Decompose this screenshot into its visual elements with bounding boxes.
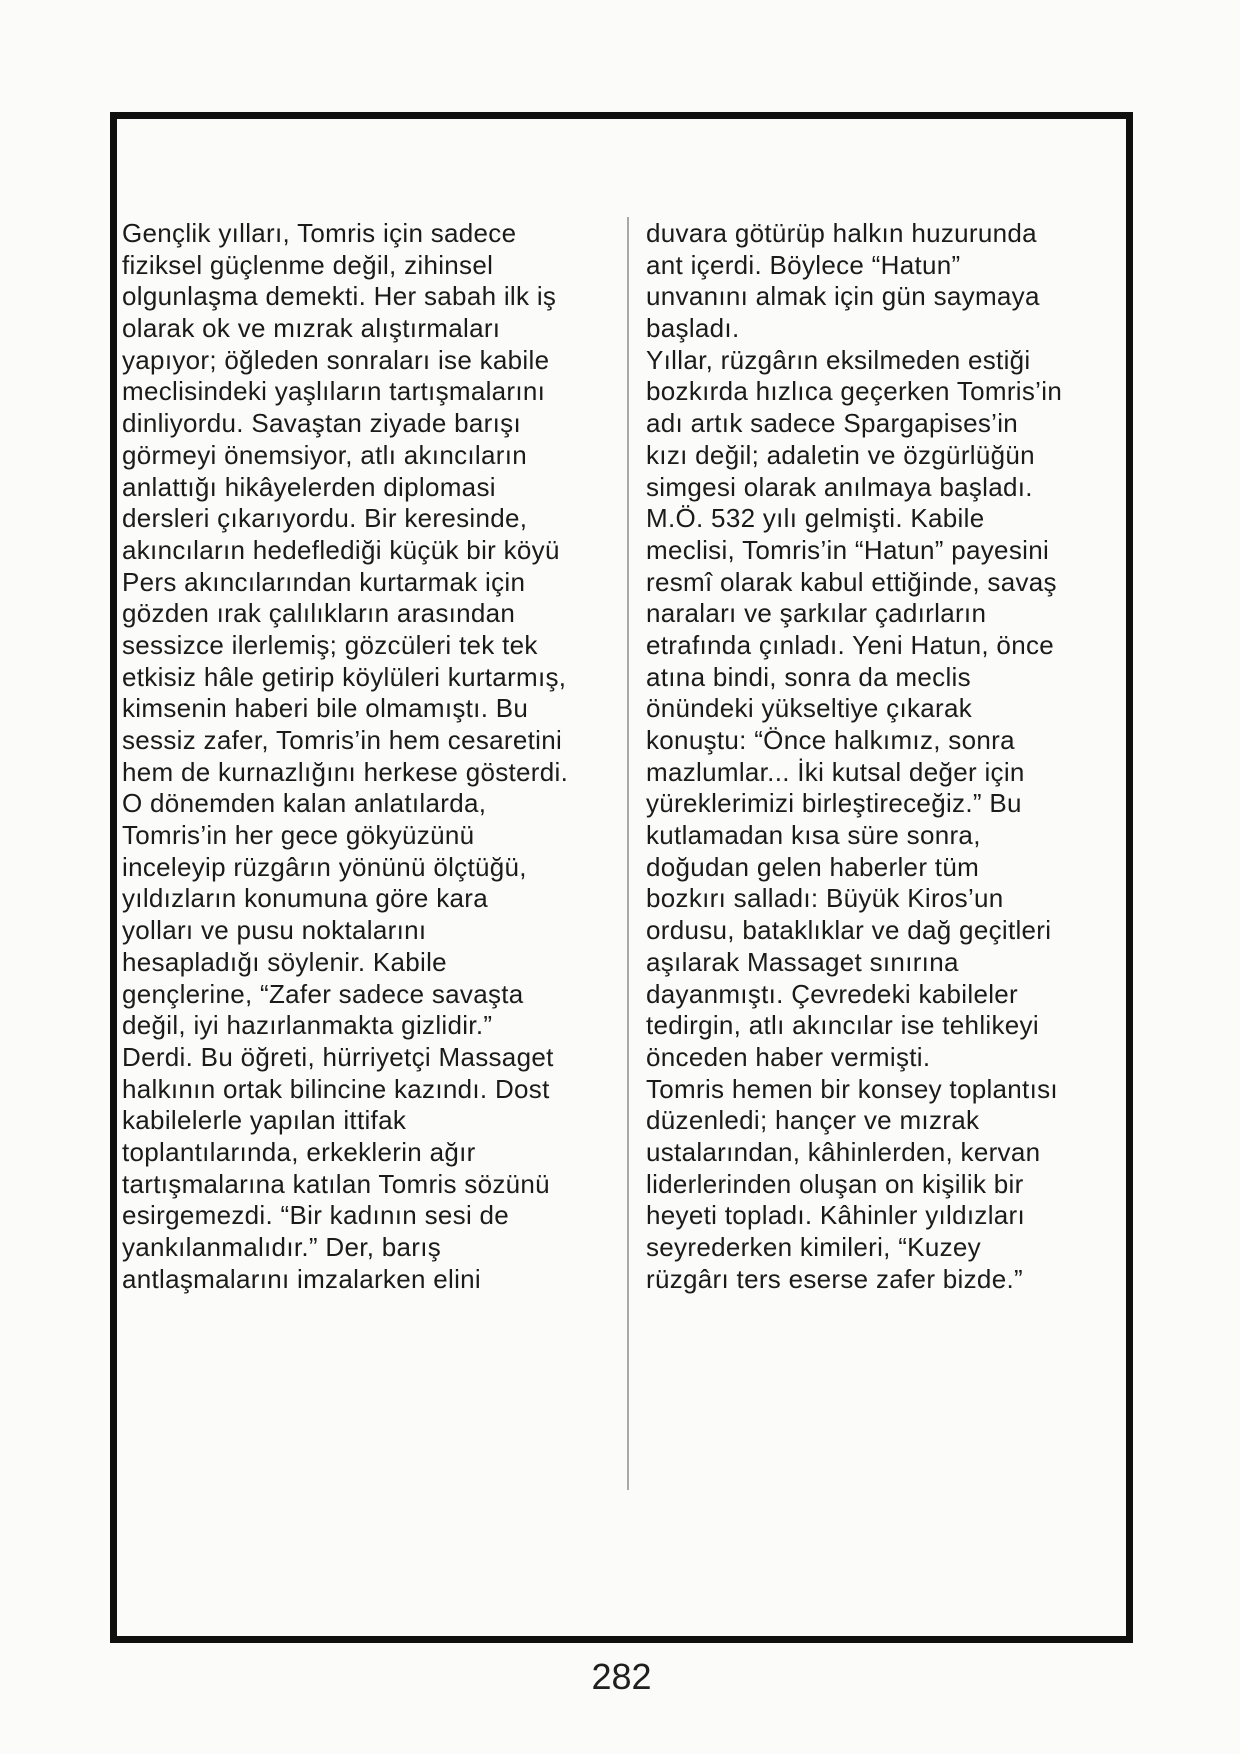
text-line: adı artık sadece Spargapises’in — [646, 408, 1019, 439]
text-line: resmî olarak kabul ettiğinde, savaş — [646, 566, 1057, 597]
text-line: halkının ortak bilincine kazındı. Dost — [122, 1073, 550, 1104]
text-line: hem de kurnazlığını herkese gösterdi. — [122, 756, 569, 787]
text-line: rüzgârı ters eserse zafer bizde.” — [646, 1263, 1023, 1294]
text-line: toplantılarında, erkeklerin ağır — [122, 1136, 476, 1167]
text-column-right — [646, 218, 1126, 1295]
text-line: anlattığı hikâyelerden diplomasi — [122, 471, 496, 502]
text-line: dersleri çıkarıyordu. Bir keresinde, — [122, 503, 528, 534]
text-line: etkisiz hâle getirip köylüleri kurtarmış, — [122, 661, 567, 692]
text-line: konuştu: “Önce halkımız, sonra — [646, 725, 1015, 755]
text-line: antlaşmalarını imzalarken elini — [122, 1263, 482, 1294]
text-line: etrafında çınladı. Yeni Hatun, önce — [646, 629, 1055, 660]
text-line: O dönemden kalan anlatılarda, — [122, 788, 487, 819]
text-line: önündeki yükseltiye çıkarak — [646, 693, 973, 724]
text-line: Yıllar, rüzgârın eksilmeden estiği — [646, 344, 1031, 375]
text-line: başladı. — [646, 313, 740, 344]
text-column-left — [122, 218, 622, 1295]
text-line: yüreklerimizi birleştireceğiz.” Bu — [646, 788, 1022, 819]
text-line: simgesi olarak anılmaya başladı. — [646, 471, 1033, 502]
text-line: önceden haber vermişti. — [646, 1041, 931, 1072]
text-line: tedirgin, atlı akıncılar ise tehlikeyi — [646, 1010, 1039, 1041]
text-line: Derdi. Bu öğreti, hürriyetçi Massaget — [122, 1041, 554, 1072]
page-number: 282 — [591, 1656, 652, 1697]
text-line: sessiz zafer, Tomris’in hem cesaretini — [122, 725, 563, 755]
text-line: ant içerdi. Böylece “Hatun” — [646, 249, 961, 280]
text-line: düzenledi; hançer ve mızrak — [646, 1105, 980, 1136]
text-line: Tomris hemen bir konsey toplantısı — [646, 1073, 1058, 1104]
text-line: duvara götürüp halkın huzurunda — [646, 218, 1037, 248]
text-line: olarak ok ve mızrak alıştırmaları — [122, 313, 501, 344]
text-line: Tomris’in her gece gökyüzünü — [122, 820, 475, 851]
text-line: akıncıların hedeflediği küçük bir köyü — [122, 534, 560, 565]
text-line: ustalarından, kâhinlerden, kervan — [646, 1136, 1041, 1167]
text-line: bozkırda hızlıca geçerken Tomris’in — [646, 376, 1063, 407]
text-line: fiziksel güçlenme değil, zihinsel — [122, 249, 494, 280]
text-line: bozkırı salladı: Büyük Kiros’un — [646, 883, 1004, 914]
text-line: yolları ve pusu noktalarını — [122, 915, 427, 946]
text-line: M.Ö. 532 yılı gelmişti. Kabile — [646, 503, 985, 534]
text-line: tartışmalarına katılan Tomris sözünü — [122, 1168, 550, 1199]
text-line: heyeti topladı. Kâhinler yıldızları — [646, 1200, 1026, 1231]
text-line: yapıyor; öğleden sonraları ise kabile — [122, 344, 550, 375]
text-line: seyrederken kimileri, “Kuzey — [646, 1232, 981, 1262]
text-line: aşılarak Massaget sınırına — [646, 946, 959, 977]
text-line: gençlerine, “Zafer sadece savaşta — [122, 978, 524, 1009]
text-line: Pers akıncılarından kurtarmak için — [122, 566, 526, 597]
text-line: meclisi, Tomris’in “Hatun” payesini — [646, 534, 1050, 565]
text-line: yankılanmalıdır.” Der, barış — [122, 1232, 442, 1262]
column-divider — [627, 217, 629, 1490]
text-line: liderlerinden oluşan on kişilik bir — [646, 1168, 1024, 1199]
text-line: dinliyordu. Savaştan ziyade barışı — [122, 408, 521, 439]
text-line: naraları ve şarkılar çadırların — [646, 598, 987, 629]
text-line: değil, iyi hazırlanmakta gizlidir.” — [122, 1010, 493, 1041]
text-line: kızı değil; adaletin ve özgürlüğün — [646, 439, 1035, 470]
text-line: mazlumlar... İki kutsal değer için — [646, 756, 1025, 787]
text-line: unvanını almak için gün saymaya — [646, 281, 1040, 312]
text-line: yıldızların konumuna göre kara — [122, 883, 488, 914]
text-line: ordusu, bataklıklar ve dağ geçitleri — [646, 915, 1052, 946]
text-line: meclisindeki yaşlıların tartışmalarını — [122, 376, 546, 407]
text-line: Gençlik yılları, Tomris için sadece — [122, 218, 517, 248]
text-line: kutlamadan kısa süre sonra, — [646, 820, 981, 851]
text-line: sessizce ilerlemiş; gözcüleri tek tek — [122, 629, 538, 660]
text-line: dayanmıştı. Çevredeki kabileler — [646, 978, 1019, 1009]
text-line: doğudan gelen haberler tüm — [646, 851, 980, 882]
text-line: inceleyip rüzgârın yönünü ölçtüğü, — [122, 851, 527, 882]
text-line: hesapladığı söylenir. Kabile — [122, 946, 447, 977]
text-line: kabilelerle yapılan ittifak — [122, 1105, 407, 1136]
text-line: görmeyi önemsiyor, atlı akıncıların — [122, 439, 527, 470]
text-line: olgunlaşma demekti. Her sabah ilk iş — [122, 281, 557, 312]
text-line: atına bindi, sonra da meclis — [646, 661, 971, 692]
text-line: esirgemezdi. “Bir kadının sesi de — [122, 1200, 510, 1231]
text-line: gözden ırak çalılıkların arasından — [122, 598, 516, 629]
text-line: kimsenin haberi bile olmamıştı. Bu — [122, 693, 529, 724]
